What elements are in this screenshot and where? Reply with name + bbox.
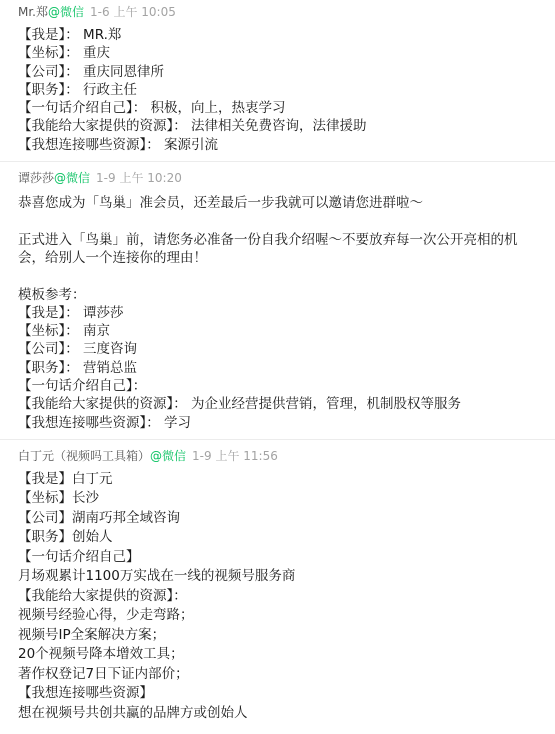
wechat-source-tag: @微信 <box>150 448 187 463</box>
message-line: 【我想连接哪些资源】： 案源引流 <box>18 136 219 153</box>
message-header <box>18 2 541 22</box>
timestamp: 1-9 上午 11:56 <box>192 448 278 463</box>
message-card <box>0 439 555 724</box>
message-header <box>18 168 541 188</box>
sender-name[interactable]: Mr.郑 <box>18 5 49 19</box>
message-line: 【公司】湖南巧邦全域咨询 <box>18 509 180 526</box>
message-line: 【坐标】： 南京 <box>18 323 111 340</box>
message-line: 视频号IP全案解决方案； <box>18 626 166 643</box>
message-line: 【我是】白丁元 <box>18 470 113 487</box>
message-card <box>0 2 555 154</box>
message-line: 【我是】： MR.郑 <box>18 27 122 43</box>
message-line: 视频号经验心得，少走弯路； <box>18 607 194 624</box>
message-line: 【职务】创始人 <box>18 529 113 546</box>
message-line: 【职务】： 行政主任 <box>18 81 138 98</box>
message-body <box>18 470 541 724</box>
message-line-blank <box>18 267 541 285</box>
message-line: 恭喜您成为「鸟巢」准会员，还差最后一步我就可以邀请您进群啦～ <box>18 195 423 212</box>
message-line: 【我能给大家提供的资源】： 为企业经营提供营销，管理，机制股权等服务 <box>18 396 462 413</box>
message-line: 著作权登记7日下证内部价； <box>18 665 189 682</box>
message-line: 月场观累计1100万实战在一线的视频号服务商 <box>18 568 296 585</box>
sender-name[interactable]: 谭莎莎 <box>18 171 55 186</box>
message-line: 【我是】： 谭莎莎 <box>18 304 124 321</box>
sender-name[interactable]: 白丁元（视频吗工具箱） <box>18 448 151 463</box>
timestamp: 1-6 上午 10:05 <box>90 5 176 19</box>
message-body <box>18 26 541 154</box>
message-line: 【坐标】长沙 <box>18 490 99 507</box>
wechat-source-tag: @微信 <box>54 171 91 186</box>
message-line: 【一句话介绍自己】： 积极，向上，热衷学习 <box>18 100 286 117</box>
message-body <box>18 194 541 432</box>
message-line: 正式进入「鸟巢」前，请您务必准备一份自我介绍喔～不要放弃每一次公开亮相的机会，给别人一个连接你的理由！ <box>18 231 518 266</box>
message-line: 【一句话介绍自己】： <box>18 378 147 395</box>
timestamp: 1-9 上午 10:20 <box>96 171 182 186</box>
message-line: 【坐标】： 重庆 <box>18 45 111 62</box>
message-line-blank <box>18 212 541 230</box>
message-line: 【我想连接哪些资源】 <box>18 685 153 702</box>
message-line: 20个视频号降本增效工具； <box>18 646 184 663</box>
message-line: 【公司】： 三度咨询 <box>18 341 138 358</box>
message-line: 【一句话介绍自己】 <box>18 548 140 565</box>
message-line: 【公司】： 重庆同恩律所 <box>18 63 165 80</box>
message-line: 【我能给大家提供的资源】： <box>18 587 187 604</box>
wechat-source-tag: @微信 <box>48 5 85 19</box>
message-line: 【我想连接哪些资源】： 学习 <box>18 414 192 431</box>
message-line: 【我能给大家提供的资源】： 法律相关免费咨询，法律援助 <box>18 118 367 135</box>
message-line: 【职务】： 营销总监 <box>18 359 138 376</box>
message-line: 想在视频号共创共赢的品牌方或创始人 <box>18 704 248 721</box>
message-line: 模板参考： <box>18 286 86 303</box>
message-card <box>0 161 555 432</box>
message-header <box>18 446 541 466</box>
